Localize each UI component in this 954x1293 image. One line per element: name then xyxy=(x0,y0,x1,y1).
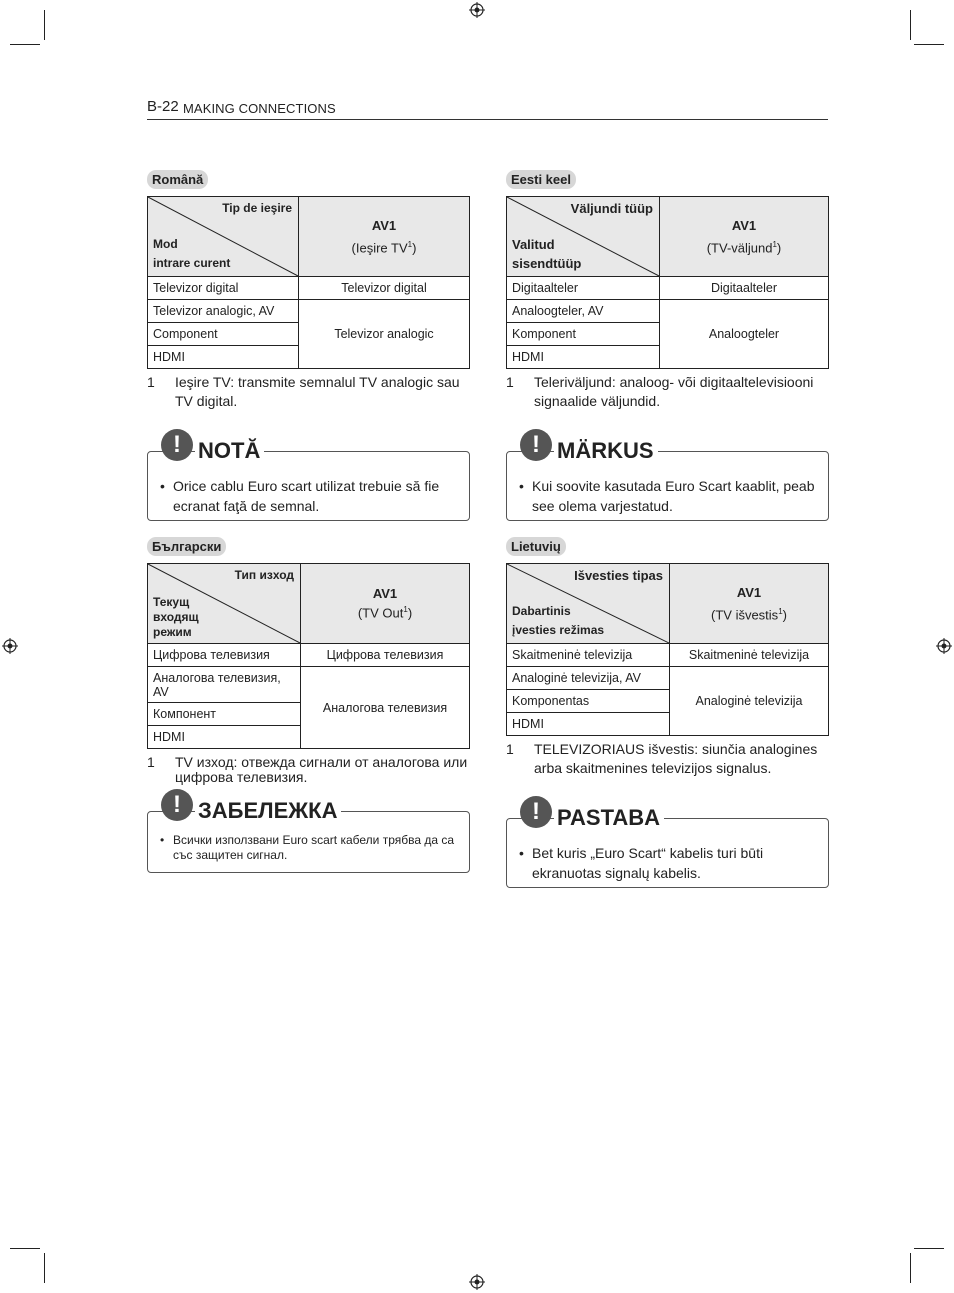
exclamation-icon: ! xyxy=(520,429,552,461)
note-box xyxy=(506,429,829,529)
connection-table xyxy=(506,563,829,736)
av1-header: AV1 (Ieşire $TV^1$) xyxy=(299,197,470,277)
output-cell: Цифрова телевизия xyxy=(301,644,470,667)
page-header xyxy=(147,98,828,120)
input-mode-label: Текущ входящ режим xyxy=(153,595,199,639)
table-row: Digitaalteler xyxy=(507,277,660,300)
table-header-diagonal xyxy=(507,564,670,644)
table-row: HDMI xyxy=(148,346,299,369)
note-title: PASTABA xyxy=(554,805,664,831)
table-row: Televizor digital xyxy=(148,277,299,300)
crop-mark xyxy=(10,44,40,45)
crop-mark xyxy=(910,10,911,40)
note-title: NOTĂ xyxy=(195,438,264,464)
language-block-bulgarian xyxy=(147,537,470,881)
note-box xyxy=(147,789,470,881)
table-row: HDMI xyxy=(507,713,670,736)
table-header-diagonal xyxy=(148,197,299,277)
av1-header: AV1 (TV išvestis$^1$) xyxy=(670,564,829,644)
table-row: Analoginė televizija, AV xyxy=(507,667,670,690)
footnote: 1 TV изход: отвежда сигнали от аналогова или цифрова телевизия. xyxy=(147,754,468,785)
section-title: MAKING CONNECTIONS xyxy=(183,101,336,116)
table-header-diagonal xyxy=(507,197,660,277)
registration-mark-icon xyxy=(469,1274,485,1290)
output-type-label: Väljundi tüüp xyxy=(570,201,653,216)
output-cell: Analoogteler xyxy=(660,300,829,369)
note-bullet: • Orice cablu Euro scart utilizat trebuie să fie ecranat faţă de semnal. xyxy=(160,478,440,514)
av1-header: AV1 (TV-väljund$^1$) xyxy=(660,197,829,277)
input-mode-label: Valitud sisendtüüp xyxy=(512,237,582,271)
registration-mark-icon xyxy=(469,2,485,18)
crop-mark xyxy=(910,1253,911,1283)
table-row: Аналогова телевизия, AV xyxy=(148,667,301,703)
table-row: Цифрова телевизия xyxy=(148,644,301,667)
footnote: 1 Teleriväljund: analoog- või digitaaltelevisiooni signaalide väljundid. xyxy=(506,374,814,409)
table-row: Komponentas xyxy=(507,690,670,713)
table-row: Component xyxy=(148,323,299,346)
language-block-eesti xyxy=(506,170,829,529)
connection-table xyxy=(506,196,829,369)
input-mode-label: Dabartinis įvesties režimas xyxy=(512,604,605,637)
output-cell: Televizor analogic xyxy=(299,300,470,369)
table-row: Skaitmeninė televizija xyxy=(507,644,670,667)
output-cell: Аналогова телевизия xyxy=(301,667,470,749)
note-title: ЗАБЕЛЕЖКА xyxy=(195,798,341,824)
output-type-label: Išvesties tipas xyxy=(574,568,663,583)
table-row: HDMI xyxy=(148,726,301,749)
note-box xyxy=(506,796,829,896)
language-label: Lietuvių xyxy=(506,537,566,556)
output-type-label: Tip de ieşire xyxy=(222,201,292,215)
connection-table xyxy=(147,563,470,749)
crop-mark xyxy=(44,10,45,40)
table-header-diagonal xyxy=(148,564,301,644)
footnote: 1 TELEVIZORIAUS išvestis: siunčia analogines arba skaitmenines televizijos signalus. xyxy=(506,741,818,776)
crop-mark xyxy=(914,44,944,45)
crop-mark xyxy=(914,1248,944,1249)
note-box xyxy=(147,429,470,529)
note-bullet: • Kui soovite kasutada Euro Scart kaablit, peab see olema varjestatud. xyxy=(519,478,815,514)
page-number: B-22 xyxy=(147,98,179,115)
table-row: Komponent xyxy=(507,323,660,346)
registration-mark-icon xyxy=(936,638,952,654)
output-cell: Digitaalteler xyxy=(660,277,829,300)
language-block-lietuviu xyxy=(506,537,829,896)
language-label: Eesti keel xyxy=(506,170,576,189)
av1-header: AV1 (TV Out$^1$) xyxy=(301,564,470,644)
table-row: Televizor analogic, AV xyxy=(148,300,299,323)
output-cell: Televizor digital xyxy=(299,277,470,300)
table-row: Компонент xyxy=(148,703,301,726)
footnote: 1 Ieşire TV: transmite semnalul TV analogic sau TV digital. xyxy=(147,374,460,409)
exclamation-icon: ! xyxy=(161,429,193,461)
exclamation-icon: ! xyxy=(520,796,552,828)
table-row: HDMI xyxy=(507,346,660,369)
output-type-label: Тип изход xyxy=(234,568,294,582)
input-mode-label: Mod intrare curent xyxy=(153,237,231,270)
output-cell: Skaitmeninė televizija xyxy=(670,644,829,667)
language-label: Български xyxy=(147,537,226,556)
output-cell: Analoginė televizija xyxy=(670,667,829,736)
note-bullet: • Всички използвани Euro scart кабели трябва да са със защитен сигнал. xyxy=(160,833,455,862)
connection-table xyxy=(147,196,470,369)
table-row: Analoogteler, AV xyxy=(507,300,660,323)
language-label: Română xyxy=(147,170,208,189)
language-block-romana xyxy=(147,170,470,529)
crop-mark xyxy=(10,1248,40,1249)
note-title: MÄRKUS xyxy=(554,438,658,464)
registration-mark-icon xyxy=(2,638,18,654)
exclamation-icon: ! xyxy=(161,789,193,821)
note-bullet: • Bet kuris „Euro Scart“ kabelis turi būti ekranuotas signalų kabelis. xyxy=(519,845,764,881)
crop-mark xyxy=(44,1253,45,1283)
